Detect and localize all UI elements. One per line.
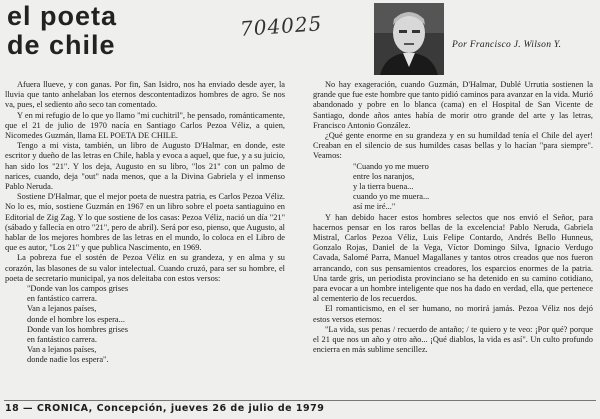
poem-line: "Donde van los campos grises <box>27 284 129 294</box>
portrait-image <box>374 3 444 75</box>
poem-line: así me iré..." <box>353 202 396 212</box>
poem-line: donde el hombre los espera... <box>27 314 125 324</box>
footer-divider <box>4 400 596 401</box>
article-title <box>7 2 117 60</box>
poem-line: en fantástico carrera. <box>27 335 97 345</box>
paragraph: No hay exageración, cuando Guzmán, D'Halmar, Dublé Urrutia sostienen la grande que fue este hombre que tanto pidió caminos para avanzar en la vida. Murió abandonado y pobre en lo blanca (cama) en el Hospital de San Vicente de Santiago, donde años antes había de morir otro grande del arte y las letras, Francisco Antonio González. <box>313 80 593 130</box>
poem-line: Van a lejanos países, <box>27 345 97 355</box>
paragraph: Y han debido hacer estos hombres selectos que nos envió el Señor, para hacernos pensar en los raros bellas de la excelencia! Pablo Neruda, Gabriela Mistral, Carlos Pezoa Véliz, Luis Felipe Contardo, Andrés Bello Hunneus, Gonzalo Rojas, Daniel de la Vega, Víctor Domingo Silva, Ignacio Verdugo Cavada, Salomé Parra, Manuel Magallanes y tantos otros creados que nos fueron arrancando, con sus pensamientos creadores, los esparcios enormes de la patria. Una tarde gris, un periodista provinciano se ha detenido en su camino cotidiano, para evocar a un hombre inteligente que nos ha dado en verdad, ella, que pertenece al cementerio de los recuerdos. <box>313 212 593 304</box>
paragraph: ¿Qué gente enorme en su grandeza y en su humildad tenía el Chile del ayer! Creaban en el silencio de sus humildes casas bellas y lo hacían "para siempre". Veamos: <box>313 131 593 161</box>
left-column <box>5 80 285 366</box>
handwritten-note: 704025 <box>239 11 324 41</box>
paragraph: Tengo a mi vista, también, un libro de Augusto D'Halmar, en donde, este escritor y dueño de las letras en Chile, habla y evoca a aquel, que fue, y a su juicio, han sido los "21". Y los deja, Augusto en su libro, "los 21" con un palmo de narices, cuando, deja "out" nada menos, que a la Divina Gabriela y el inmenso Pablo Neruda. <box>5 141 285 192</box>
right-column <box>313 80 593 355</box>
poem-line: entre los naranjos, <box>353 171 415 181</box>
byline: Por Francisco J. Wilson Y. <box>452 40 562 50</box>
paragraph: Afuera llueve, y con ganas. Por fin, San Isidro, nos ha enviado desde ayer, la lluvia que tanto anhelaban los eternos descontentadizos hombres de agro. Se nos va, pues, el sediento año seco tan comentado. <box>5 80 285 110</box>
poem-block <box>313 162 593 213</box>
author-photo <box>374 3 444 75</box>
poem-line: donde nadie los espera". <box>27 355 109 365</box>
paragraph: "La vida, sus penas / recuerdo de antaño; / te quiero y te veo: ¡Por qué? porque el 21 que nos un año y otro año... ¡Qué diablos, la vida es así". Un culto profundo encierra en más sublime sencillez. <box>313 324 593 355</box>
title-line-2: de chile <box>7 30 116 60</box>
poem-line: Donde van los hombres grises <box>27 324 128 334</box>
title-line-1: el poeta <box>7 1 118 31</box>
poem-block <box>5 284 285 366</box>
poem-line: Van a lejanos países, <box>27 304 97 314</box>
poem-line: y la tierra buena... <box>353 182 414 192</box>
paragraph: La pobreza fue el sostén de Pezoa Véliz en su grandeza, y en alma y su corazón, las blasones de su valor intelectual. Cuando cruzó, para ser su hombre, el poeta de secretario municipal, ya nos deleitaba con estos versos: <box>5 253 285 283</box>
poem-line: cuando yo me muera... <box>353 192 430 202</box>
paragraph: El romanticismo, en el ser humano, no morirá jamás. Pezoa Véliz nos dejó estos versos eternos: <box>313 304 593 324</box>
page-footer: 18 — CRONICA, Concepción, jueves 26 de julio de 1979 <box>5 403 325 414</box>
poem-line: en fantástico carrera. <box>27 294 97 304</box>
paragraph: Sostiene D'Halmar, que el mejor poeta de nuestra patria, es Carlos Pezoa Véliz. No lo es, mío, sostiene Guzmán en 1967 en un libro sobre el poeta santiaguino en Editorial de Zig Zag. Y lo que sostiene de los casas: Pezoa Véliz, nació un día "21" (sábado y fallecía en otro "21", pero de abril). Será por eso, pienso, que Augusto, al hablar de los mejores hombres de las letras en el mundo, lo coloca en el Libro de que es autor, "Los 21" y que publica Nascimento, en 1969. <box>5 192 285 253</box>
poem-line: "Cuando yo me muero <box>353 161 429 171</box>
paragraph: Y en mi refugio de lo que yo llamo "mi cuchitril", he pensado, románticamente, que el 21 de julio de 1970 nacía en Santiago Carlos Pezoa Véliz, a quien, Nicomedes Guzmán, llama EL POETA DE CHILE. <box>5 110 285 141</box>
